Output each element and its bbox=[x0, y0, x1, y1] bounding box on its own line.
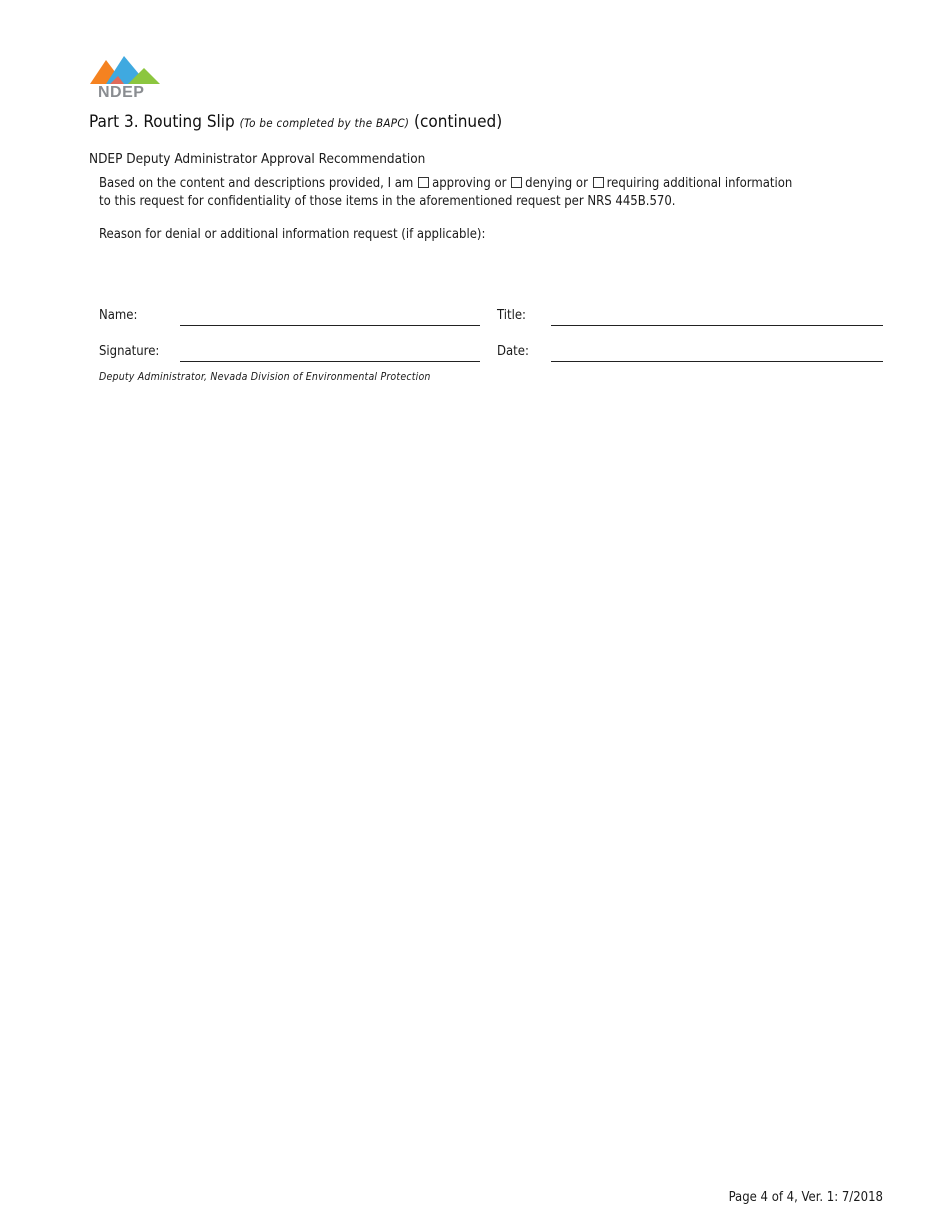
logo-text: NDEP bbox=[98, 84, 145, 101]
section-title-note: (To be completed by the BAPC) bbox=[239, 116, 410, 130]
signer-caption: Deputy Administrator, Nevada Division of Environmental Protection bbox=[99, 371, 431, 383]
section-title bbox=[89, 112, 502, 132]
date-field[interactable] bbox=[551, 361, 883, 362]
denying-label: denying or bbox=[525, 176, 588, 191]
name-label: Name: bbox=[99, 308, 138, 323]
requiring-info-checkbox[interactable] bbox=[593, 177, 604, 188]
approval-subheading: NDEP Deputy Administrator Approval Recommendation bbox=[89, 151, 426, 167]
reason-label: Reason for denial or additional information request (if applicable): bbox=[99, 227, 486, 242]
ndep-logo bbox=[88, 54, 162, 104]
page-footer: Page 4 of 4, Ver. 1: 7/2018 bbox=[728, 1190, 883, 1205]
signature-label: Signature: bbox=[99, 344, 160, 359]
mountain-logo-icon bbox=[88, 54, 162, 88]
title-label: Title: bbox=[497, 308, 526, 323]
statement-part2: to this request for confidentiality of those items in the aforementioned request per NRS 445B.570. bbox=[99, 194, 676, 209]
section-title-main: Part 3. Routing Slip bbox=[89, 112, 235, 132]
approval-statement bbox=[99, 175, 889, 211]
approving-checkbox[interactable] bbox=[418, 177, 429, 188]
name-field[interactable] bbox=[180, 325, 480, 326]
statement-part1: Based on the content and descriptions provided, I am bbox=[99, 176, 414, 191]
date-label: Date: bbox=[497, 344, 529, 359]
approving-label: approving or bbox=[432, 176, 507, 191]
section-title-continued: (continued) bbox=[414, 112, 503, 132]
denying-checkbox[interactable] bbox=[511, 177, 522, 188]
title-field[interactable] bbox=[551, 325, 883, 326]
signature-field[interactable] bbox=[180, 361, 480, 362]
requiring-info-label: requiring additional information bbox=[606, 176, 793, 191]
